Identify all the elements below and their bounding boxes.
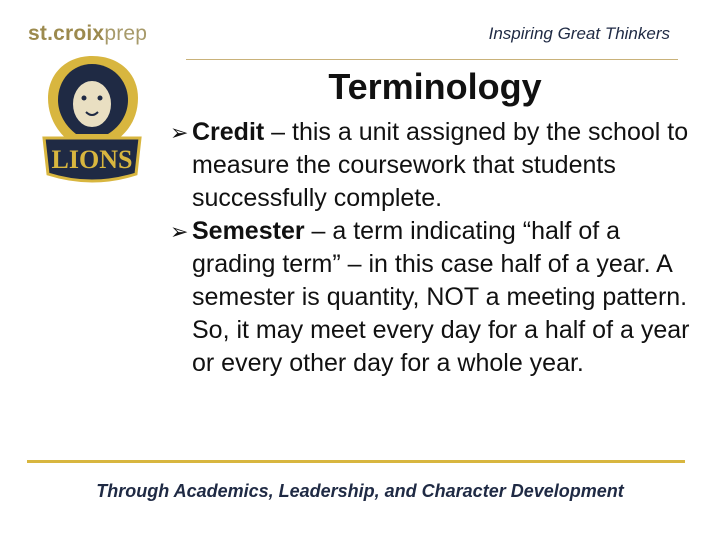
slide-title: Terminology: [328, 66, 542, 107]
brand-wordmark: [28, 22, 147, 46]
footer-motto: Through Academics, Leadership, and Character Development: [96, 481, 624, 501]
tagline: Inspiring Great Thinkers: [488, 24, 670, 43]
brand-name-bold: st.croix: [28, 22, 105, 45]
footer-divider: [27, 460, 685, 463]
header-divider: [186, 59, 678, 60]
arrow-bullet-icon: ➢: [170, 120, 189, 145]
terminology-list: [170, 116, 700, 380]
term-label: Credit: [192, 118, 265, 146]
term-definition: – a term indicating “half of a grading term” – in this case half of a year. A semester is quantity, NOT a meeting pattern. So, it may meet every day for a half of a year or every other day for a whole year.: [192, 217, 690, 377]
list-item-credit: [170, 116, 700, 215]
arrow-bullet-icon: ➢: [170, 219, 189, 244]
list-item-semester: [170, 215, 700, 380]
term-label: Semester: [192, 217, 305, 245]
brand-name-light: prep: [104, 22, 148, 45]
logo-lions-text: LIONS: [51, 145, 133, 174]
term-definition: – this a unit assigned by the school to measure the coursework that students successfully complete.: [192, 118, 689, 212]
